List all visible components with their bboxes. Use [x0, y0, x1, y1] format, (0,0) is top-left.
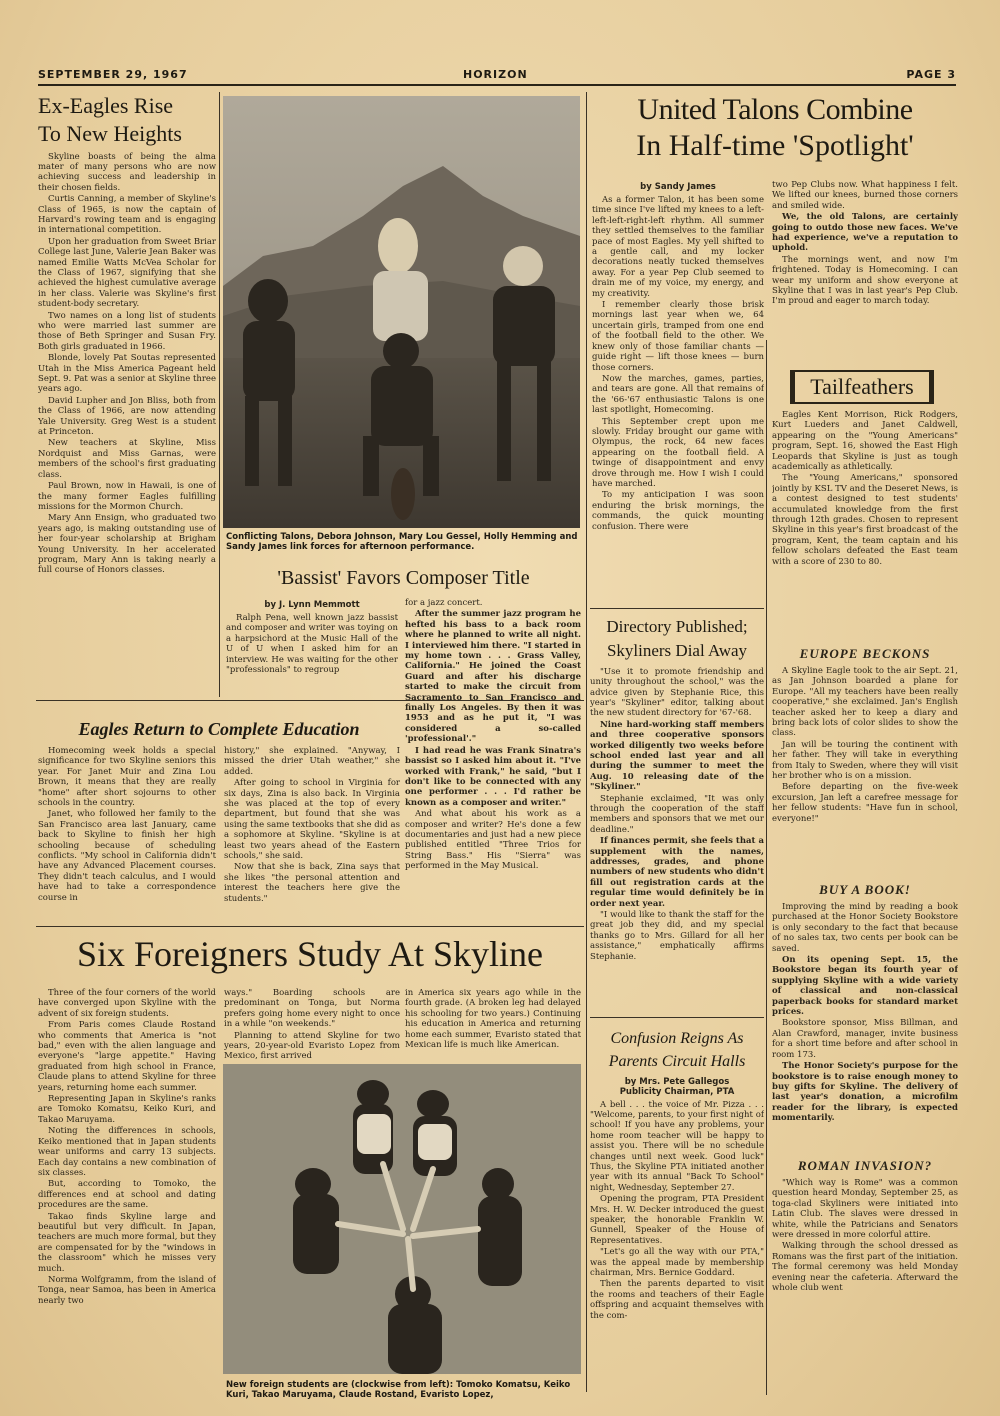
foreign-students-photo [223, 1064, 581, 1374]
eagles-return-column-2 [224, 746, 400, 922]
talons-article [592, 94, 958, 163]
paragraph: From Paris comes Claude Rostand who comments that America is "not bad," even with the alien language and everyone's "large appetite." Having graduated from high school in France, Claude plans to attend Skyline for three years, returning home each summer. [38, 1020, 216, 1093]
paragraph: The "Young Americans," sponsored jointly by KSL TV and the Deseret News, is a contest designed to test students' accumulated knowledge from the first through 12th grades. Chosen to represent Skyline in this year's first broadcast of the program, Kent, the team captain and his fellow scholars defeated the East team with a score of 230 to 80. [772, 473, 958, 567]
confusion-article [590, 1030, 764, 1398]
paragraph: history," she explained. "Anyway, I missed the drier Utah weather," she added. [224, 746, 400, 777]
paragraph: I had read he was Frank Sinatra's bassist so I asked him about it. "I've worked with Frank," he said, "but I don't like to be connected with any one performer . . . I'd rather be known as a composer and writer." [405, 745, 581, 808]
foreigners-body-2 [224, 988, 400, 1060]
paragraph: A Skyline Eagle took to the air Sept. 21, as Jan Johnson boarded a plane for Europe. "All my teachers have been really cooperative," she exclaimed. Jan's English teacher asked her to keep a diary and bring back lots of color slides to show the class. [772, 666, 958, 739]
paragraph: Representing Japan in Skyline's ranks are Tomoko Komatsu, Keiko Kuri, and Takao Maruyama. [38, 1094, 216, 1125]
section-rule [590, 608, 764, 609]
section-rule [590, 1017, 764, 1018]
paragraph: After the summer jazz program he hefted his bass to a back room where he planned to write all night. I interviewed him there. "I started in my home town . . . Grass Valley, California." He joined the Coast Guard and after his discharge started to make the circuit from Sacramento to San Francisco and finally Los Angeles. By then it was 1953 and as he put it, "I was considered a so-called 'professional'." [405, 609, 581, 745]
foreigners-body-1 [38, 988, 216, 1408]
ex-eagles-article [38, 94, 216, 684]
paragraph: "Which way is Rome" was a common question heard Monday, September 25, as toga-clad Skyliners were initiated into Latin Club. The slaves were dressed in white, while the Patricians and Senators were dressed in more colorful attire. [772, 1178, 958, 1241]
paragraph: "Use it to promote friendship and unity throughout the school," was the advice given by Stephanie Rice, this year's "Skyliner" editor, talking about the new student directory for '67-'68. [590, 666, 764, 719]
paragraph: David Lupher and Jon Bliss, both from the Class of 1966, are now attending Yale University. Greg West is a student at Princeton. [38, 395, 216, 438]
eagles-return-body-1 [38, 746, 216, 922]
foreigners-column-1 [38, 988, 216, 1408]
paragraph: To my anticipation I was soon enduring the brisk mornings, the commands, the quick mounting confusion. There were [592, 490, 764, 532]
talons-body-1 [592, 195, 764, 605]
foreigners-article [36, 935, 584, 974]
paragraph: Two names on a long list of students who were married last summer are those of Beth Springer and Susan Fry. Both girls graduated in 1966. [38, 310, 216, 352]
book-body [772, 902, 958, 1150]
paragraph: Ralph Pena, well known jazz bassist and composer and writer was toying on a harpsichord at the Music Hall of the U of U when I asked him for an interview. He was waiting for the other "professionals" to regroup [226, 613, 398, 676]
bassist-column-1 [226, 598, 398, 705]
paragraph: Norma Wolfgramm, from the island of Tonga, near Samoa, has been in America nearly two [38, 1274, 216, 1306]
paragraph: Three of the four corners of the world have converged upon Skyline with the advent of six foreign students. [38, 988, 216, 1019]
bassist-article [226, 568, 581, 590]
column-rule [586, 92, 587, 1392]
confusion-body [590, 1100, 764, 1398]
confusion-headline-1: Confusion Reigns As [610, 1030, 744, 1047]
paragraph: Jan will be touring the continent with her father. They will take in everything from Italy to Sweden, where they will visit her brother who is on a mission. [772, 739, 958, 782]
roman-subhead: ROMAN INVASION? [797, 1158, 933, 1173]
paragraph: Stephanie exclaimed, "It was only through the cooperation of the staff members and sponsors that we met our deadline." [590, 793, 764, 835]
paragraph: On its opening Sept. 15, the Bookstore began its fourth year of supplying Skyline with a wide variety of classical and non-classical paperback books for standard market prices. [772, 955, 958, 1018]
book-subhead: BUY A BOOK! [819, 882, 911, 897]
paragraph: A bell . . . the voice of Mr. Pizza . . . "Welcome, parents, to your first night of school! If you have any problems, your home room teacher will be happy to assist you. There will be no schedule changes until next week. Good luck" Thus, the Skyline PTA initiated another year with its annual "Back To School" night, Wednesday, September 27. [590, 1099, 764, 1193]
directory-headline-1: Directory Published; [606, 617, 748, 636]
paragraph: Now that she is back, Zina says that she likes "the personal attention and interest the teachers here give the students." [224, 862, 400, 904]
foreigners-column-2 [224, 988, 400, 1060]
paragraph: Curtis Canning, a member of Skyline's Class of 1965, is now the captain of Harvard's rowing team and is engaging in international competition. [38, 194, 216, 236]
paragraph: "Let's go all the way with our PTA," was the appeal made by membership chairman, Mrs. Bernice Goddard. [590, 1247, 764, 1279]
foreign-students-photo-caption: New foreign students are (clockwise from left): Tomoko Komatsu, Keiko Kuri, Takao Maruyama, Claude Rostand, Evaristo Lopez, [226, 1380, 571, 1400]
masthead [38, 68, 956, 86]
masthead-paper-name: HORIZON [463, 68, 528, 81]
paragraph: Before departing on the five-week excursion, Jan left a carefree message for her fellow students: "Have fun in school, everyone!" [772, 782, 958, 824]
foreigners-column-3 [405, 988, 581, 1060]
europe-subhead: EUROPE BECKONS [799, 646, 931, 661]
bassist-headline: 'Bassist' Favors Composer Title [277, 567, 530, 589]
masthead-page-number: PAGE 3 [906, 68, 956, 81]
paragraph: New teachers at Skyline, Miss Nordquist and Miss Garnas, were members of the school's first graduating class. [38, 438, 216, 480]
talons-photo-image [223, 96, 580, 528]
bassist-column-2 [405, 598, 581, 918]
tailfeathers-body [772, 410, 958, 640]
paragraph: If finances permit, she feels that a supplement with the names, addresses, grades, and phone numbers of new students who didn't fill out registration cards at the regular time would definitely be in order next year. [590, 836, 764, 909]
paragraph: Paul Brown, now in Hawaii, is one of the many former Eagles fulfilling missions for the Mormon Church. [38, 481, 216, 512]
foreign-students-photo-image [223, 1064, 581, 1374]
foreigners-headline: Six Foreigners Study At Skyline [76, 934, 544, 974]
talons-body-2 [772, 180, 958, 330]
tailfeathers-column [772, 410, 958, 1326]
paragraph: Planning to attend Skyline for two years, 20-year-old Evaristo Lopez from Mexico, first arrived [224, 1030, 400, 1060]
eagles-return-article [38, 720, 400, 739]
paragraph: Skyline boasts of being the alma mater of many persons who are now achieving success and leadership in their chosen fields. [38, 151, 216, 193]
tailfeathers-box [790, 370, 934, 404]
paragraph: for a jazz concert. [405, 598, 483, 608]
paragraph: We, the old Talons, are certainly going to outdo those new faces. We've had experience, we've a reputation to uphold. [772, 212, 958, 254]
paragraph: I remember clearly those brisk mornings last year when we, 64 uncertain girls, tramped from one end of the football field to the other. We knew only of those familiar chants — guide right — lift those knees — burn those corners. [592, 300, 764, 373]
paragraph: And what about his work as a composer and writer? He's done a few documentaries and just had a new piece published entitled "Three Trios for String Bass." His "Sierra" was performed in the May Musical. [405, 809, 581, 872]
paragraph: Blonde, lovely Pat Soutas represented Utah in the Miss America Pageant held Sept. 9. Pat was a senior at Skyline three years ago. [38, 353, 216, 395]
ex-eagles-headline-1: Ex-Eagles Rise [38, 93, 174, 118]
paragraph: Nine hard-working staff members and three cooperative sponsors worked diligently two weeks before school ended last year and all during the summer to meet the Aug. 10 releasing date of the "Skyliner." [590, 719, 764, 793]
eagles-return-headline: Eagles Return to Complete Education [78, 719, 360, 739]
paragraph: The mornings went, and now I'm frightened. Today is Homecoming. I can wear my uniform and show everyone at Skyline that I was in last year's Pep Club. I'm proud and eager to march today. [772, 254, 958, 307]
europe-body [772, 666, 958, 874]
talons-headline-2: In Half-time 'Spotlight' [636, 129, 914, 163]
directory-body [590, 667, 764, 997]
bassist-byline: by J. Lynn Memmott [264, 600, 360, 610]
talons-column-1 [592, 180, 764, 605]
talons-photo-caption: Conflicting Talons, Debora Johnson, Mary Lou Gessel, Holly Hemming and Sandy James link forces for afternoon performance. [226, 532, 578, 552]
talons-headline-1: United Talons Combine [637, 93, 913, 126]
paragraph: Eagles Kent Morrison, Rick Rodgers, Kurt Lueders and Janet Caldwell, appearing on the "Young Americans" program, Sept. 16, showed the East High Leopards that Skyline is just as tough academically as athletically. [772, 410, 958, 473]
masthead-date: SEPTEMBER 29, 1967 [38, 68, 188, 81]
paragraph: Homecoming week holds a special significance for two Skyline seniors this year. For Janet Muir and Zina Lou Brown, it means that they are really "home" after short sojourns to other schools in the country. [38, 746, 216, 809]
ex-eagles-body [38, 152, 216, 684]
paragraph: Now the marches, games, parties, and tears are gone. All that remains of the '66-'67 enthusiastic Talons is one last spotlight, Homecoming. [592, 373, 764, 416]
paragraph: Bookstore sponsor, Miss Billman, and Alan Crawford, manager, invite business for a short time before and after school in room 173. [772, 1018, 958, 1060]
paragraph: But, according to Tomoko, the differences end at school and dating procedures are the same. [38, 1179, 216, 1211]
paragraph: Mary Ann Ensign, who graduated two years ago, is making outstanding use of her four-year scholarship at Brigham Young University. In her accelerated program, Mary Ann is taking nearly a full course of Honors classes. [38, 513, 216, 576]
ex-eagles-headline-2: To New Heights [38, 120, 182, 146]
talons-byline: by Sandy James [640, 182, 716, 192]
paragraph: in America six years ago while in the fourth grade. (A broken leg had delayed his schooling for two years.) Continuing his education in America and returning home each summer, Evaristo stated that Mexican life is much like American. [405, 988, 581, 1051]
roman-body [772, 1178, 958, 1326]
column-rule [219, 92, 220, 697]
paragraph: Then the parents departed to visit the rooms and teachers of their Eagle offspring and acquaint themselves with the com- [590, 1279, 764, 1321]
bassist-body-2 [405, 598, 581, 918]
paragraph: Takao finds Skyline large and beautiful but very difficult. In Japan, teachers are much more formal, but they are compensated for by the "windows in the classroom" which he misses very much. [38, 1211, 216, 1274]
section-rule [36, 926, 584, 927]
paragraph: Janet, who followed her family to the San Francisco area last January, came back to Skyline to finish her high schooling because of scheduling conflicts. "My school in California didn't have any Advanced Placement courses. They didn't teach calculus, and I would have had to take a correspondence course in [38, 809, 216, 903]
directory-headline-2: Skyliners Dial Away [606, 641, 748, 661]
eagles-return-column-1 [38, 746, 216, 922]
paragraph: Improving the mind by reading a book purchased at the Honor Society Bookstore is only secondary to the fact that because of no sales tax, two cents per book can be saved. [772, 902, 958, 954]
column-rule [766, 340, 767, 1395]
paragraph: Upon her graduation from Sweet Briar College last June, Valerie Jean Baker was named Emilie Watts McVea Scholar for the Class of 1967, signifying that she achieved the highest cumulative average in her class. Valerie was Skyline's first student-body secretary. [38, 236, 216, 310]
paragraph: two Pep Clubs now. What happiness I felt. We lifted our knees, burned those corners and smiled wide. [772, 180, 958, 211]
talons-column-2 [772, 180, 958, 330]
paragraph: The Honor Society's purpose for the bookstore is to raise enough money to buy gifts for Skyline. The delivery of last year's donation, a microfilm reader for the library, is expected momentarily. [772, 1061, 958, 1124]
confusion-byline-1: by Mrs. Pete Gallegos [624, 1076, 730, 1087]
confusion-headline-2: Parents Circuit Halls [608, 1053, 746, 1071]
paragraph: Opening the program, PTA President Mrs. H. W. Decker introduced the guest speaker, the honorable Franklin W. Gunnell, Speaker of the House of Representatives. [590, 1194, 764, 1246]
foreigners-body-3 [405, 988, 581, 1060]
directory-article [590, 618, 764, 997]
eagles-return-body-2 [224, 746, 400, 922]
bassist-body-1 [226, 613, 398, 705]
paragraph: This September crept upon me slowly. Friday brought our game with Olympus, the rock, 64 new faces appearing on the football field. A twinge of disappointment and envy drove through me. How I wish I could have marched. [592, 416, 764, 489]
paragraph: As a former Talon, it has been some time since I've lifted my knees to a left-left-left-right-left rhythm. All summer they settled themselves to the familiar pace of most Eagles. My yell shifted to a gentle call, and my locker decorations neatly tucked themselves away. For a year Pep Club seemed to drain me of my voice, my energy, and my creativity. [592, 195, 764, 299]
tailfeathers-title: Tailfeathers [810, 374, 914, 399]
paragraph: Noting the differences in schools, Keiko mentioned that in Japan students wear uniforms and carry 13 subjects. Each day contains a new combination of six classes. [38, 1126, 216, 1178]
paragraph: Walking through the school dressed as Romans was the first part of the initiation. The formal ceremony was held Monday evening near the cafeteria. Afterward the whole club went [772, 1241, 958, 1294]
talons-photo [223, 96, 580, 528]
paragraph: ways." Boarding schools are predominant on Tonga, but Norma prefers going home every night to once in a while "on weekends." [224, 988, 400, 1030]
paragraph: After going to school in Virginia for six days, Zina is also back. In Virginia she was placed at the top of every department, but found that she was using the same textbooks that she did as a sophomore at Skyline. "Skyline is at least two years ahead of the Eastern schools," she said. [224, 778, 400, 862]
confusion-byline-2: Publicity Chairman, PTA [619, 1086, 735, 1097]
paragraph: "I would like to thank the staff for the great job they did, and my special thanks go to Mrs. Gillard for all her assistance," emphatically affirms Stephanie. [590, 910, 764, 962]
